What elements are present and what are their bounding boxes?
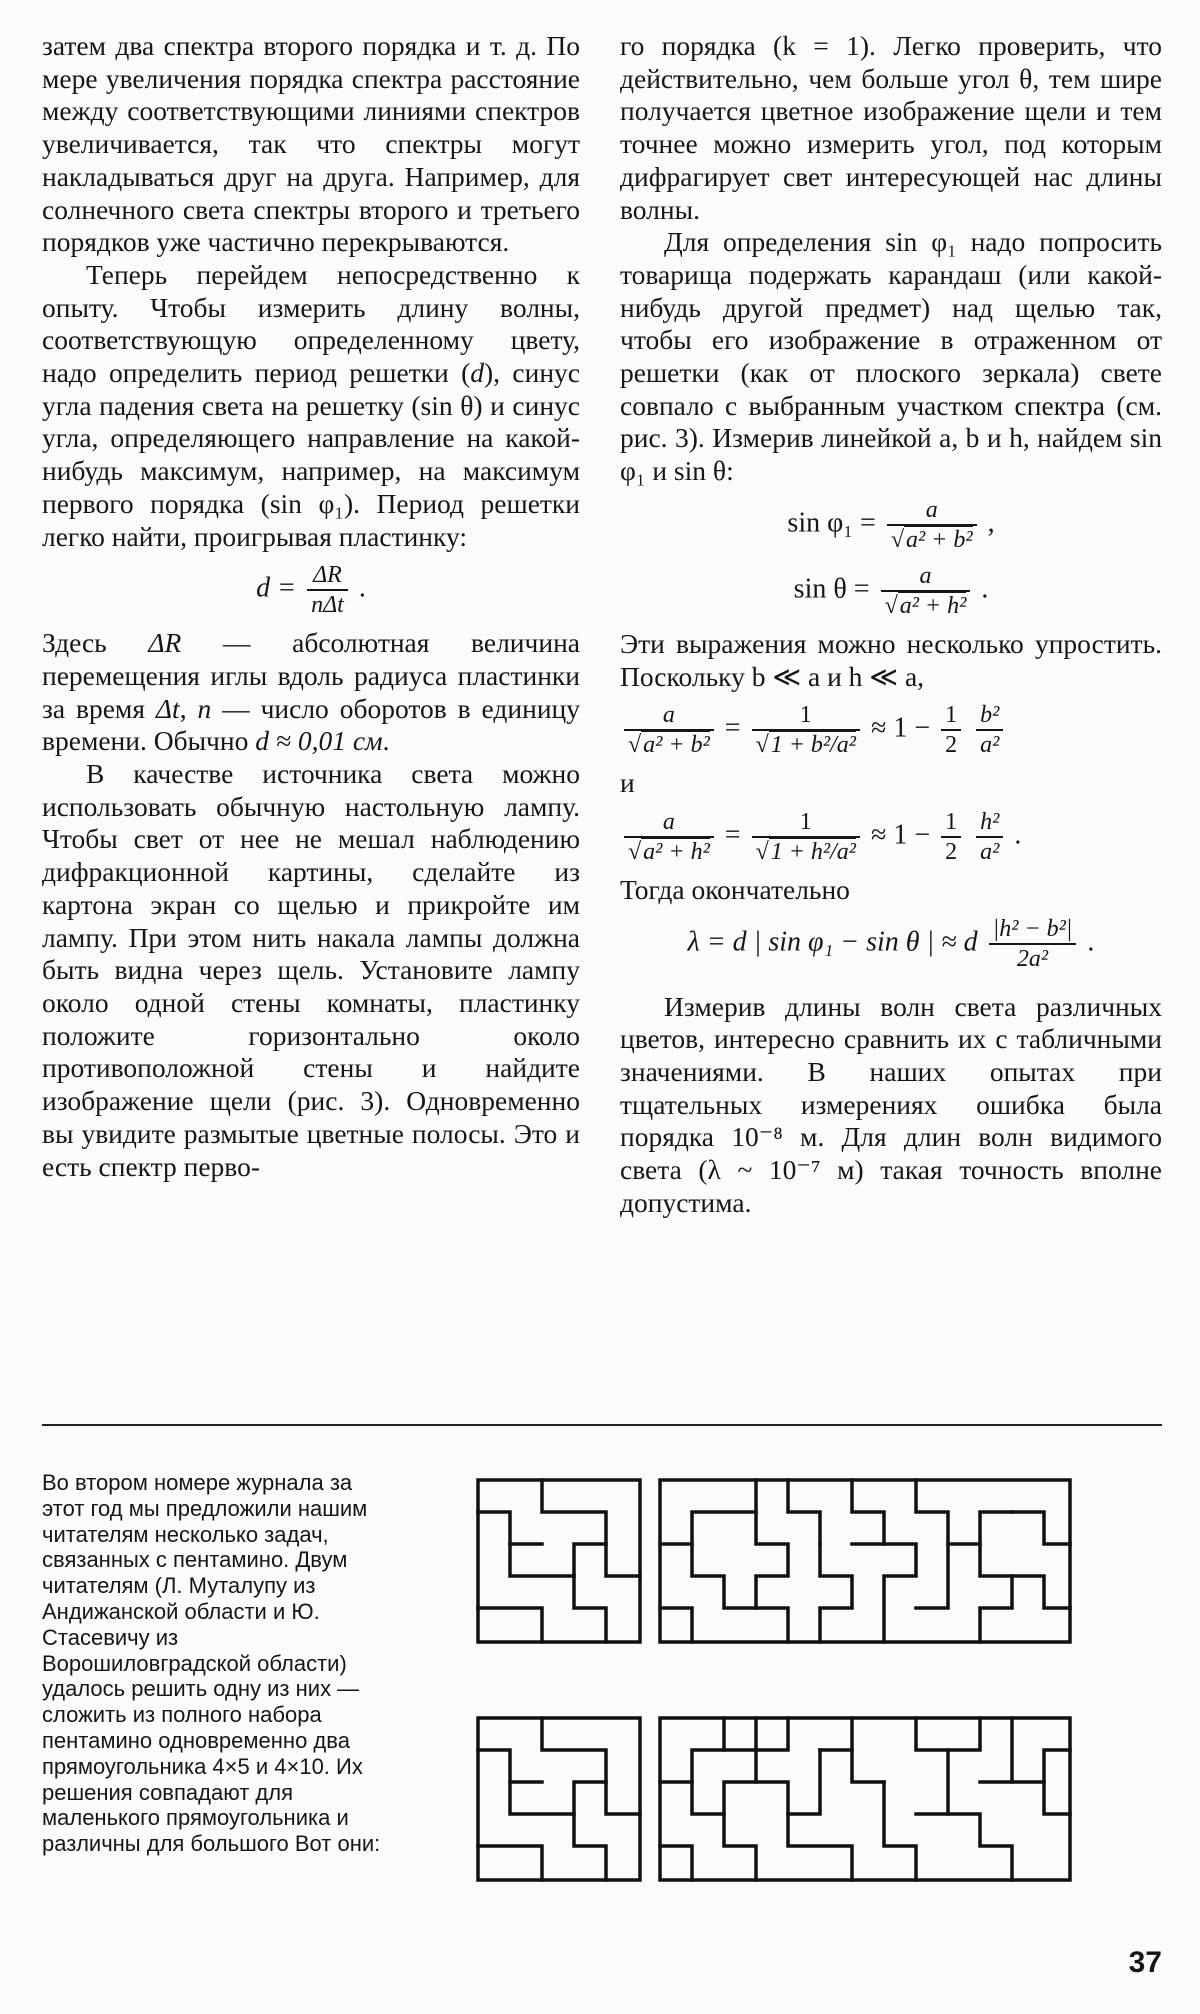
- page-number: 37: [1128, 1946, 1162, 1979]
- fraction: [941, 701, 961, 759]
- denominator: √1 + h²/a²: [752, 836, 860, 866]
- denominator: 2: [941, 836, 961, 866]
- denominator: nΔt: [307, 589, 348, 619]
- right-paragraph-5: Измерив длины волн света различных цветов, интересно сравнить их с табличными значениями. В наших опытах при тщательных измерениях ошибка была порядка 10⁻⁸ м. Для длин волн видимого света (λ ~ 10⁻⁷ м) такая точность вполне допустима.: [620, 990, 1162, 1218]
- var-n: n: [197, 692, 212, 724]
- eq-lhs: sin θ =: [793, 573, 870, 605]
- numerator: ΔR: [313, 562, 342, 589]
- text-run: ), синус угла падения света на решетку (sin θ) и синус угла, определяющего направление на какой-нибудь максимум, например, на максимум первого порядка (sin φ₁). Период решетки легко найти, проигрывая пластинку:: [42, 357, 580, 552]
- approx: ≈ 1 −: [871, 712, 931, 744]
- radicand: a² + h²: [643, 838, 710, 865]
- radicand: a² + b²: [905, 526, 973, 553]
- equation-lambda: [620, 915, 1162, 973]
- numerator: a: [925, 496, 938, 523]
- denominator: a²: [976, 836, 1003, 866]
- left-paragraph-1: затем два спектра второго порядка и т. д. По мере увеличения порядка спектра расстояние между соответствующими линиями спектров увеличивается, так что спектры могут накладываться друг на друга. Например, для солнечного света спектры второго и третьего порядков уже частично перекрываются.: [42, 30, 580, 258]
- denominator: √a² + b²: [887, 524, 977, 554]
- radicand: a² + b²: [643, 732, 710, 759]
- section-divider: [42, 1424, 1162, 1426]
- fraction: [752, 808, 860, 866]
- fraction: [752, 701, 860, 759]
- var-dt: Δt: [155, 692, 180, 724]
- numerator: a: [919, 562, 932, 589]
- denominator: √1 + b²/a²: [752, 729, 860, 759]
- numerator: |h² − b²|: [992, 915, 1073, 942]
- equation-approx-b: $\frac{a}{\text{√a² + b²}}$ = $\frac{1}{\text{√1 + b²/a²}}$ ≈ 1 − $\frac{1}{2}$ $\frac{\text{b²}}{\text{a²}}$: [620, 701, 1162, 759]
- equation-period: [42, 561, 580, 619]
- var-d: d: [470, 357, 485, 389]
- eq-lhs: d =: [256, 572, 297, 604]
- pentomino-4x5-bottom: [478, 1718, 640, 1880]
- right-column: [620, 30, 1162, 1220]
- left-paragraph-2: [42, 259, 580, 553]
- fraction: [624, 808, 714, 866]
- eq-end: .: [358, 572, 366, 604]
- right-paragraph-2: Для определения sin φ₁ надо попросить товарища подержать карандаш (или какой-нибудь другой предмет) над щелью так, чтобы его изображение в отраженном от решетки (как от плоского зеркала) свете совпало с выбранным участком спектра (см. рис. 3). Измерив линейкой a, b и h, найдем sin φ₁ и sin θ:: [620, 226, 1162, 487]
- left-column: [42, 30, 580, 1183]
- text-run: ,: [179, 692, 198, 724]
- denominator: 2a²: [989, 943, 1077, 973]
- equation-sin-phi: [620, 496, 1162, 554]
- numerator: a: [662, 808, 675, 835]
- eq-end: .: [981, 573, 989, 605]
- numerator: 1: [799, 702, 812, 729]
- denominator: √a² + b²: [624, 729, 714, 759]
- text-run: Здесь: [42, 627, 149, 659]
- fraction: [887, 496, 977, 554]
- eq-end: .: [1014, 819, 1022, 851]
- denominator: a²: [976, 729, 1003, 759]
- fraction: [624, 701, 714, 759]
- left-paragraph-3: [42, 627, 580, 758]
- and-word: и: [620, 767, 635, 799]
- fraction: [881, 562, 971, 620]
- text-run: — число оборотов в единицу времени. Обычно: [42, 692, 581, 757]
- var-dR: ΔR: [148, 627, 182, 659]
- pentomino-4x10-top: [660, 1480, 1070, 1642]
- fraction: [307, 561, 348, 619]
- numerator: 1: [799, 808, 812, 835]
- text-run: — абсолютная величина перемещения иглы вдоль радиуса пластинки за время: [42, 627, 580, 724]
- equation-approx-h: $\frac{a}{\text{√a² + h²}}$ = $\frac{1}{\text{√1 + h²/a²}}$ ≈ 1 − $\frac{1}{2}$ $\frac{\text{h²}}{\text{a²}}$ .: [620, 808, 1162, 866]
- fraction: [976, 808, 1003, 866]
- radicand: a² + h²: [899, 592, 967, 619]
- left-paragraph-4: В качестве источника света можно использовать обычную настольную лампу. Чтобы свет от нее не мешал наблюдению дифракционной картины, сделайте из картона экран со щелью и прикройте им лампу. При этом нить накала лампы должна быть видна через щель. Установите лампу около одной стены комнаты, пластинку положите горизонтально около противоположной стены и найдите изображение щели (рис. 3). Одновременно вы увидите размытые цветные полосы. Это и есть спектр перво-: [42, 758, 580, 1182]
- approx: ≈ 1 −: [871, 819, 931, 851]
- numerator: a: [662, 702, 675, 729]
- equation-sin-theta: [620, 562, 1162, 620]
- pentomino-4x5-top: [478, 1480, 640, 1642]
- eq-lhs: sin φ₁ =: [787, 507, 876, 539]
- numerator: b²: [980, 702, 1000, 729]
- numerator: h²: [980, 808, 1000, 835]
- text-run: Теперь перейдем непосредственно к опыту. Чтобы измерить длину волны, соответствующую определенному цвету, надо определить период решетки (: [42, 258, 580, 389]
- denominator: 2: [941, 729, 961, 759]
- denominator: √a² + h²: [881, 590, 971, 620]
- eq-end: .: [1087, 926, 1095, 958]
- value-d: d ≈ 0,01 см: [255, 725, 383, 757]
- right-paragraph-4: Тогда окончательно: [620, 873, 850, 905]
- right-paragraph-1: го порядка (k = 1). Легко проверить, что действительно, чем больше угол θ, тем шире получается цветное изображение щели и тем точнее можно измерить угол, под которым дифрагирует свет интересующей нас длины волны.: [620, 30, 1162, 225]
- eq-end: ,: [987, 507, 995, 539]
- radicand: 1 + b²/a²: [770, 732, 856, 759]
- numerator: 1: [945, 702, 958, 729]
- pentomino-4x10-bottom: [660, 1718, 1070, 1880]
- text-run: .: [382, 725, 390, 757]
- fraction: [941, 808, 961, 866]
- right-paragraph-3: Эти выражения можно несколько упростить. Поскольку b ≪ a и h ≪ a,: [620, 627, 1162, 692]
- fraction: [976, 701, 1003, 759]
- pentomino-note: Во втором номере журнала за этот год мы предложили нашим читателям несколько задач, связанных с пентамино. Двум читателям (Л. Муталупу из Андижанской области и Ю. Стасевичу из Ворошиловградской области) удалось решить одну из них — сложить из полного набора пентамино одновременно два прямоугольника 4×5 и 4×10. Их решения совпадают для маленького прямоугольника и различны для большого Вот они:: [42, 1470, 381, 1857]
- fraction: [989, 915, 1077, 973]
- numerator: 1: [945, 808, 958, 835]
- pentomino-solutions-figure: [470, 1470, 1170, 1930]
- denominator: √a² + h²: [624, 836, 714, 866]
- radicand: 1 + h²/a²: [770, 838, 856, 865]
- eq-lhs: λ = d | sin φ₁ − sin θ | ≈ d: [687, 926, 978, 958]
